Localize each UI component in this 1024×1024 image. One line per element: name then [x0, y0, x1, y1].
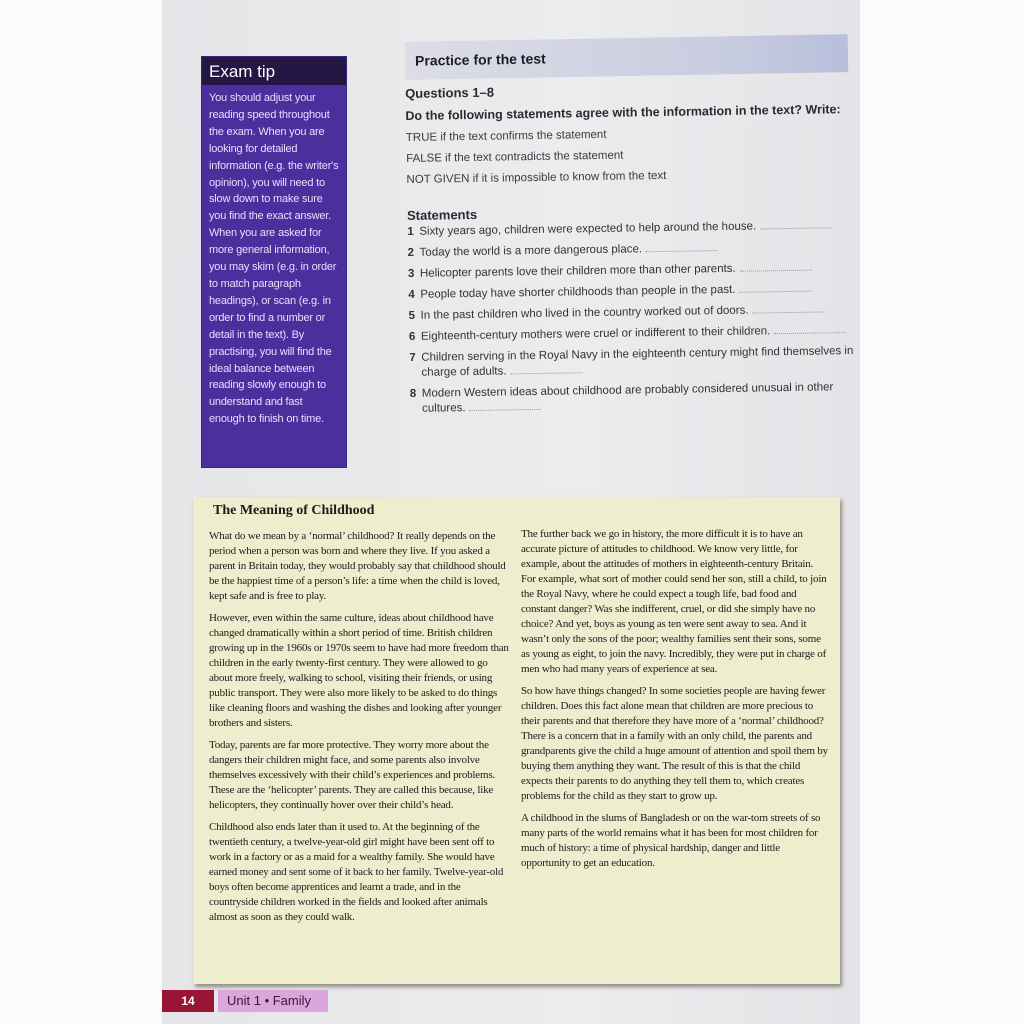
answer-blank[interactable]	[760, 227, 832, 229]
passage-paragraph: The further back we go in history, the more difficult it is to have an accurate picture of attitudes to childhood. We know very little, for example, about the attitudes of mothers in eighteenth-century Britain. For example, what sort of mother could send her son, still a child, to join the Royal Navy, where he could expect a tough life, bad food and constant danger? Was she indifferent, cruel, or did she simply have no choice? And yet, boys as young as ten were sent away to sea. And it wasn’t only the sons of the poor; wealthy families sent their sons, some as young as eight, to join the navy. Incredibly, they were put in charge of men who had many years of experience at sea.	[521, 528, 827, 675]
statement-text-content: Sixty years ago, children were expected to help around the house.	[419, 220, 757, 238]
statement-item	[409, 323, 859, 345]
statement-number: 3	[407, 267, 415, 280]
statement-number: 7	[409, 351, 416, 364]
passage-paragraph: Childhood also ends later than it used to. At the beginning of the twentieth century, a twelve-year-old girl might have been sent off to work in a factory or as a maid for a wealthy family. She would have earned money and sent some of it back to her family. Twelve-year-old boys often become apprentices and learnt a trade, and in the countryside children worked in the fields and looked after animals almost as soon as they could walk.	[209, 821, 504, 923]
statement-text	[420, 241, 719, 261]
statement-item	[408, 260, 858, 282]
statements-list	[407, 218, 860, 417]
statement-number: 4	[408, 288, 415, 301]
statement-text-content: People today have shorter childhoods than people in the past.	[420, 283, 736, 301]
statements-heading: Statements	[406, 206, 478, 223]
statement-text	[420, 261, 812, 282]
statement-text-content: Eighteenth-century mothers were cruel or indifferent to their children.	[420, 325, 771, 343]
statement-item	[408, 239, 858, 261]
unit-label: Unit 1 • Family	[218, 990, 328, 1012]
statement-item	[408, 281, 858, 303]
statement-text	[420, 282, 811, 303]
page-number: 14	[162, 990, 214, 1012]
practice-header-band	[405, 34, 849, 80]
passage-paragraph: So how have things changed? In some societies people are having fewer children. Does this fact alone mean that children are more precious to their parents and that therefore they have more of a ‘normal’ childhood? There is a concern that in a family with an only child, the parents and grandparents give the child a huge amount of attention and spoil them by buying them anything they want. The result of this is that the child expects their parents to do anything they tell them to, which creates problems for the child as they start to grow up.	[521, 685, 828, 802]
statement-number: 1	[407, 225, 414, 238]
statement-text-content: Today the world is a more dangerous place.	[419, 243, 643, 259]
option-false: FALSE if the text contradicts the statement	[406, 149, 624, 165]
practice-title: Practice for the test	[414, 50, 546, 69]
passage-column-right	[521, 527, 829, 878]
statement-text	[421, 323, 847, 345]
statement-text-content: Modern Western ideas about childhood are probably considered unusual in other cultures.	[421, 381, 834, 415]
option-true: TRUE if the text confirms the statement	[405, 128, 607, 144]
questions-heading: Questions 1–8	[405, 84, 495, 101]
passage-paragraph: However, even within the same culture, ideas about childhood have changed dramatically within a short period of time. British children growing up in the 1960s or 1970s seem to have had more freedom than children in the early twenty-first century. They were allowed to go about more freely, walking to school, visiting their friends, or using public transport. They were also more likely to be asked to do things like cleaning floors and washing the dishes and looking after younger brothers and sisters.	[209, 612, 509, 729]
exam-tip-body: You should adjust your reading speed throughout the exam. When you are looking for detailed information (e.g. the writer's opinion), you will need to slow down to make sure you find the exact answer. When you are asked for more general information, you may skim (e.g. in order to match paragraph headings), or scan (e.g. in order to find a number or detail in the text). By practising, you will find the ideal balance between reading slowly enough to understand and fast enough to finish on time.	[209, 92, 339, 426]
statement-text	[422, 380, 860, 417]
passage-column-left	[209, 529, 511, 932]
statement-text	[421, 344, 859, 381]
reading-passage	[193, 497, 840, 984]
answer-blank[interactable]	[753, 311, 825, 313]
answer-blank[interactable]	[511, 372, 583, 374]
statement-text-content: Children serving in the Royal Navy in the eighteenth century might find themselves in charge of adults.	[421, 344, 854, 379]
statement-item	[409, 302, 859, 324]
answer-blank[interactable]	[739, 291, 811, 293]
answer-blank[interactable]	[774, 332, 846, 334]
questions-instruction: Do the following statements agree with the information in the text? Write:	[405, 102, 841, 123]
answer-blank[interactable]	[740, 270, 812, 272]
passage-paragraph: A childhood in the slums of Bangladesh or on the war-torn streets of so many parts of the world remains what it has been for most children for much of history: a time of physical hardship, danger and little opportunity to get an education.	[521, 812, 821, 869]
questions-section	[405, 79, 860, 423]
passage-paragraph: Today, parents are far more protective. They worry more about the dangers their children might face, and some parents also involve themselves excessively with their child’s experiences and problems. These are the ‘helicopter’ parents. They are called this because, like helicopters, they continually hover over their child’s head.	[209, 739, 495, 811]
statement-number: 5	[408, 309, 416, 322]
passage-title: The Meaning of Childhood	[213, 503, 375, 518]
statement-item	[409, 344, 859, 381]
statement-number: 6	[408, 330, 416, 343]
statement-text	[421, 302, 825, 323]
answer-blank[interactable]	[646, 250, 718, 252]
statement-number: 2	[407, 246, 415, 259]
answer-blank[interactable]	[470, 409, 542, 411]
exam-tip-title: Exam tip	[202, 57, 346, 85]
statement-number: 8	[409, 387, 417, 400]
passage-paragraph: What do we mean by a ‘normal’ childhood? It really depends on the period when a person was born and where they live. If you asked a parent in Britain today, they would probably say that childhood should be the happiest time of a person’s life: a time when the child is loved, kept safe and is free to play.	[209, 530, 506, 602]
statement-item	[410, 380, 860, 417]
option-not-given: NOT GIVEN if it is impossible to know from the text	[406, 169, 667, 186]
exam-tip-box	[202, 57, 346, 467]
statement-text-content: In the past children who lived in the country worked out of doors.	[420, 304, 749, 322]
statement-text-content: Helicopter parents love their children more than other parents.	[419, 262, 736, 280]
